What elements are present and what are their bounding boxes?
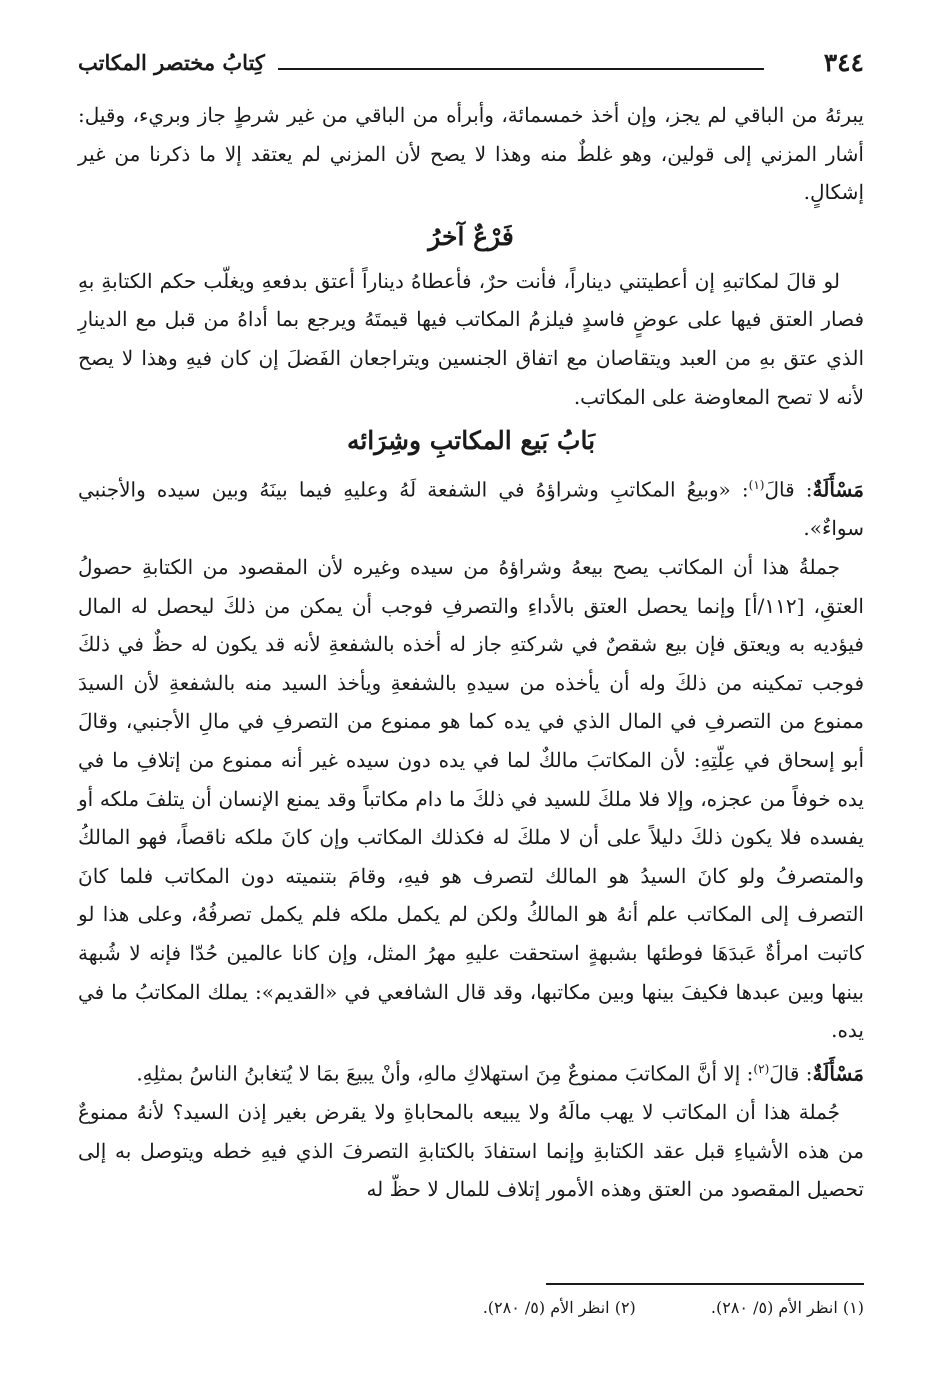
footnote-2: (٢) انظر الأم (٥/ ٢٨٠). bbox=[482, 1298, 636, 1317]
masala-pre: : قالَ bbox=[769, 1061, 813, 1086]
footnotes bbox=[164, 1296, 864, 1320]
footnote-ref-2: (٢) bbox=[753, 1061, 770, 1076]
masala-label: مَسْأَلَةٌ bbox=[812, 477, 864, 502]
header-rule bbox=[278, 68, 764, 70]
page-body bbox=[78, 96, 864, 1209]
chapter-heading: بَابُ بَيع المكاتبِ وشِرَائه bbox=[346, 426, 596, 456]
footnote-ref-1: (١) bbox=[748, 478, 765, 493]
masala-1 bbox=[78, 466, 864, 548]
masala-pre: : قالَ bbox=[764, 477, 813, 502]
masala-2 bbox=[78, 1050, 864, 1093]
footnote-rule bbox=[546, 1283, 864, 1285]
book-title: كِتابُ مختصر المكاتب bbox=[78, 50, 265, 75]
section-heading-far: فَرْعٌ آخرُ bbox=[428, 221, 514, 251]
footnote-1: (١) انظر الأم (٥/ ٢٨٠). bbox=[710, 1298, 864, 1317]
paragraph-3: جملةُ هذا أن المكاتب يصح بيعهُ وشراؤهُ من سيده وغيره لأن المقصود من الكتابةِ حصولُ العتقِ، [١١٢/أ] وإنما يحصل العتق بالأداءِ والتصرفِ فوجب أن يمكن من ذلكَ ليحصل له المال فيؤديه به ويعتق فإن بيع شقصٌ في شركتهِ جاز له أخذه بالشفعةِ لأنه قد يكون له حظٌ في ذلكَ فوجب تمكينه من ذلكَ وله أن يأخذه من سيدهِ بالشفعةِ ويأخذ السيد منه بالشفعةِ لأن السيدَ ممنوع من التصرفِ في المال الذي في يده كما هو ممنوع من التصرفِ في مالِ الأجنبي، وقالَ أبو إسحاق في عِلّتِهِ: لأن المكاتبَ مالكٌ لما في يده دون سيده غير أنه ممنوع من إتلافِ ما في يده خوفاً من عجزه، وإلا فلا ملكَ للسيد في ذلكَ ما دام مكاتباً وقد يمنع الإنسان أن يتلفَ ملكه أو يفسده فلا يكون ذلكَ دليلاً على أن لا ملكَ له فكذلك المكاتب وإن كانَ ملكه ناقصاً، فهو المالكُ والمتصرفُ ولو كانَ السيدُ هو المالك لتصرف هو فيهِ، وقامَ بتنميته دون المكاتب فلما كانَ التصرف إلى المكاتب علم أنهُ هو المالكُ ولكن لم يكمل ملكه فلم يكمل تصرفُهُ، وعلى هذا لو كاتبت امرأةٌ عَبدَهَا فوطئها بشبهةٍ استحقت عليهِ مهرُ المثل، وإن كانا عالمين حُدّا فإنه لا شُبهة بينها وبين عبدها فكيفَ بينها وبين مكاتبها، وقد قال الشافعي في «القديم»: يملك المكاتبُ ما في يده. bbox=[78, 555, 864, 1043]
running-header bbox=[78, 46, 864, 86]
masala-label: مَسْأَلَةٌ bbox=[812, 1061, 864, 1086]
paragraph-2: لو قالَ لمكاتبهِ إن أعطيتني ديناراً، فأنت حرٌ، فأعطاهُ ديناراً أعتق بدفعهِ ويغلّب حكم الكتابةِ بهِ فصار العتق فيها على عوضٍ فاسدٍ فيلزمُ المكاتب فيها قيمتَهُ ويرجع بما أداهُ من قبل مع الدينارِ الذي عتق بهِ من العبد ويتقاصان مع اتفاق الجنسين ويتراجعان الفَضلَ إن كان فيهِ وهذا لا يصح لأنه لا تصح المعاوضة على المكاتب. bbox=[78, 268, 864, 409]
paragraph-1: يبرئهُ من الباقي لم يجز، وإن أخذ خمسمائة، وأبرأه من الباقي من غير شرطٍ جاز وبريء، وقيل: أشار المزني إلى قولين، وهو غلطٌ منه وهذا لا يصح لأن المزني لم يعتقد إلا ما ذكرنا من غير إشكالٍ. bbox=[78, 103, 864, 205]
masala-text: : «وبيعُ المكاتبِ وشراؤهُ في الشفعة لَهُ وعليهِ فيما بينَهُ وبين سيده والأجنبي سواءٌ». bbox=[78, 477, 864, 541]
paragraph-4: جُملة هذا أن المكاتب لا يهب مالَهُ ولا يبيعه بالمحاباةِ ولا يقرض بغير إذن السيد؟ لأنهُ ممنوعٌ من هذه الأشياءِ قبل عقد الكتابةِ وإنما استفادَ بالكتابةِ التصرفَ الذي فيهِ خطه ويتوصل به إلى تحصيل المقصود من العتق وهذه الأمور إتلاف للمال لا حظّ له bbox=[78, 1099, 864, 1202]
masala-text: : إلا أنَّ المكاتبَ ممنوعٌ مِنَ استهلاكِ مالهِ، وأنْ يبيعَ بمَا لا يُتغابنُ الناسُ بمثلِهِ. bbox=[136, 1061, 754, 1086]
page-number: ٣٤٤ bbox=[823, 48, 864, 77]
